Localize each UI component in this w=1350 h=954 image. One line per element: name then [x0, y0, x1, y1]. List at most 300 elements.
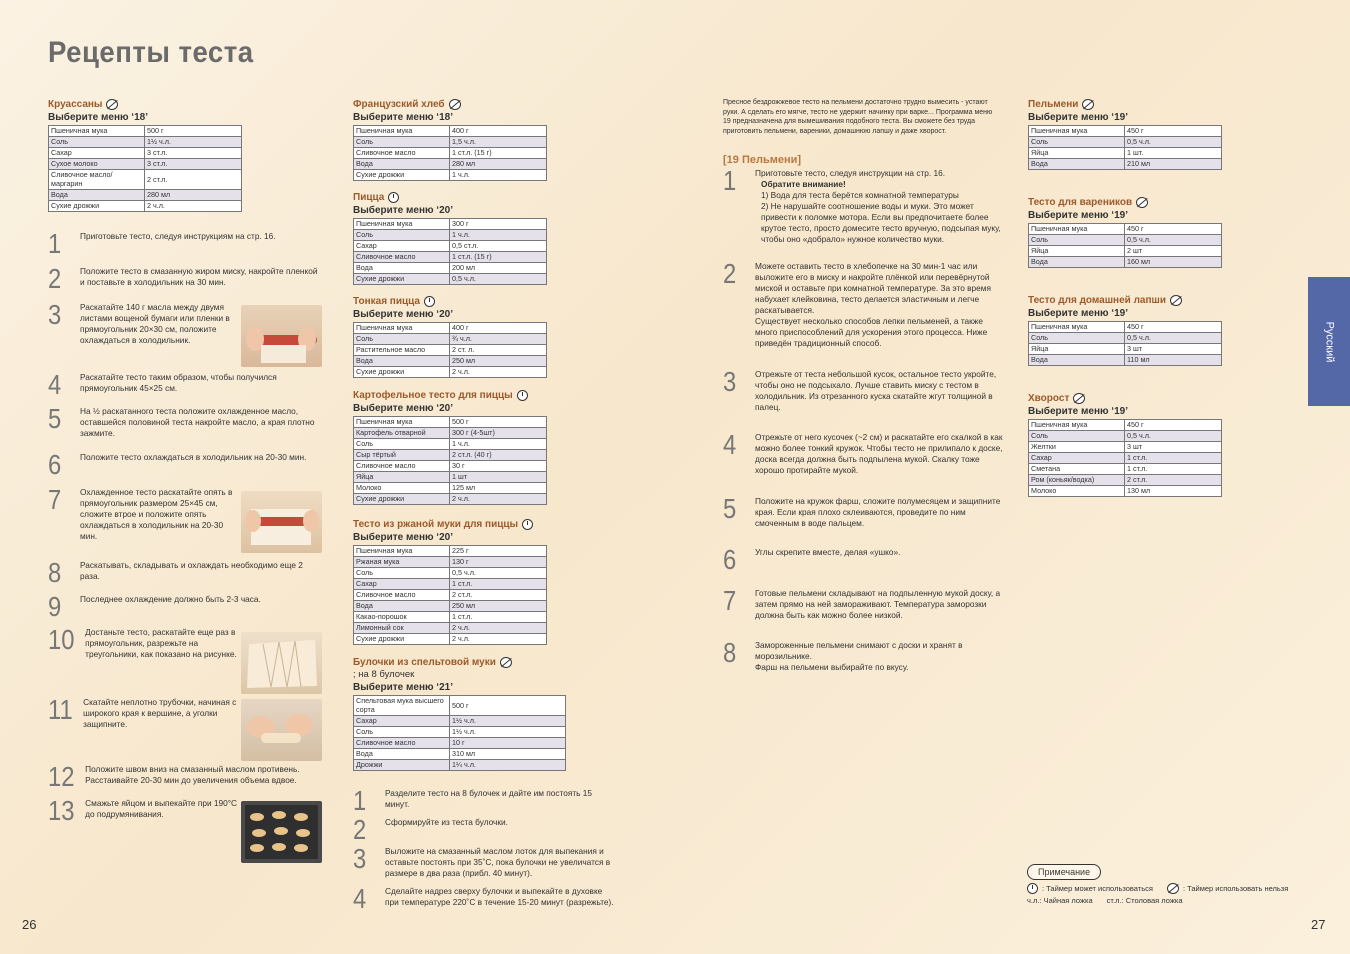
ingredient-row	[1029, 137, 1222, 148]
recipe-croissant	[48, 99, 242, 212]
step-text-main: Разделите тесто на 8 булочек и дайте им постоять 15 минут.	[385, 788, 593, 809]
menu-select-label: Выберите меню ‘18’	[353, 112, 453, 123]
step-text-main: На ½ раскатанного теста положите охлажденное масло, оставшейся половиной теста накройте масло, а края плотно зажмите.	[80, 406, 315, 438]
ingredient-row	[354, 759, 566, 770]
ingredient-row	[354, 439, 547, 450]
ingredient-row	[1029, 322, 1222, 333]
ingredient-amount: 160 мл	[1125, 257, 1222, 268]
ingredient-row	[354, 483, 547, 494]
step-text-main: Отрежьте от теста небольшой кусок, остальное тесто укройте, чтобы оно не подсыхало. Лучше ставить миску с тестом в холодильник. Из отрезанного куска скатайте жгут толщиной в палец.	[755, 369, 997, 412]
step	[48, 795, 240, 826]
abbr-legend: ч.л.: Чайная ложка ст.л.: Столовая ложка	[1027, 896, 1183, 905]
ingredient-name: Сливочное масло	[354, 252, 450, 263]
step	[48, 263, 320, 294]
step	[48, 299, 235, 346]
ingredient-amount: 2 шт	[1125, 246, 1222, 257]
step-text-main: Выложите на смазанный маслом лоток для выпекания и оставьте постоять при 35˚C, пока булочки не увеличатся в размере в два раза (прибл. 40 минут).	[385, 846, 611, 878]
ingredient-amount: 1½ ч.л.	[450, 726, 566, 737]
ingredient-table	[1028, 223, 1222, 268]
ingredient-name: Сахар	[354, 715, 450, 726]
step-number: 3	[48, 299, 62, 330]
ingredient-name: Желтки	[1029, 442, 1125, 453]
ingredient-amount: 200 мл	[450, 263, 547, 274]
step-text-main: Раскатайте тесто таким образом, чтобы получился прямоугольник 45×25 см.	[80, 372, 277, 393]
ingredient-amount: 0,5 ч.л.	[450, 274, 547, 285]
ingredient-name: Соль	[354, 334, 450, 345]
step-text	[755, 640, 1003, 673]
ingredient-amount: 1¼ ч.л.	[450, 759, 566, 770]
ingredient-name: Сливочное масло	[354, 590, 450, 601]
step-text	[80, 487, 235, 542]
step	[48, 228, 320, 259]
ingredient-name: Вода	[354, 601, 450, 612]
ingredient-amount: 125 мл	[450, 483, 547, 494]
step	[48, 369, 320, 400]
step-text	[755, 547, 1003, 573]
step-text	[755, 168, 1003, 245]
ingredient-row	[354, 546, 547, 557]
ingredient-amount: 1½ ч.л.	[145, 137, 242, 148]
ingredient-amount: 1 ст.л.	[1125, 453, 1222, 464]
step	[48, 624, 240, 660]
step-text	[85, 764, 325, 790]
recipe-name: Тесто из ржаной муки для пиццы	[353, 519, 547, 530]
step	[723, 585, 1003, 621]
ingredient-name: Лимонный сок	[354, 623, 450, 634]
step	[723, 493, 1003, 529]
timer-icon	[1027, 883, 1038, 894]
recipe-potato-pizza	[353, 390, 547, 505]
step-number: 2	[723, 258, 737, 289]
ingredient-amount: 0,5 ч.л.	[1125, 235, 1222, 246]
step-warning: Обратите внимание!	[761, 179, 846, 189]
ingredient-amount: 450 г	[1125, 224, 1222, 235]
no-timer-icon	[1136, 197, 1148, 208]
no-timer-icon	[106, 99, 118, 110]
ingredient-amount: 1 ст.л.	[450, 612, 547, 623]
recipe-name: Пицца	[353, 192, 547, 203]
ingredient-name: Соль	[354, 568, 450, 579]
ingredient-name: Сливочное масло	[354, 148, 450, 159]
recipe-french-bread	[353, 99, 547, 181]
step-text	[80, 452, 320, 478]
ingredient-row	[49, 159, 242, 170]
step-number: 7	[48, 484, 62, 515]
step	[48, 591, 320, 622]
recipe-name: Тесто для вареников	[1028, 197, 1222, 208]
ingredient-name: Соль	[1029, 235, 1125, 246]
step-text-main: Можете оставить тесто в хлебопечке на 30 мин-1 час или выложите его в миску и накройте плёнкой или перевёрнутой миской и оставьте при комнатной температуре. За это время набухает клейковина, тесто делается эластичным и легче раскатывается.	[755, 261, 991, 315]
recipe-hvorost	[1028, 393, 1222, 497]
ingredient-table	[48, 125, 242, 212]
ingredient-name: Сухие дрожжи	[354, 367, 450, 378]
step-text-main: Отрежьте от него кусочек (~2 см) и раскатайте его скалкой в как можно более тонкий кружок. Чтобы тесто не прилипало к доске, доска всегда должна быть подпылена мукой. Скалку тоже хорошо протирайте мукой.	[755, 432, 1003, 475]
rolling-dough-photo	[241, 491, 322, 553]
ingredient-amount: 1 ст.л. (15 г)	[450, 252, 547, 263]
baking-tray-photo	[241, 801, 322, 863]
ingredient-row	[354, 461, 547, 472]
menu-select-label: Выберите меню ‘19’	[1028, 406, 1128, 417]
ingredient-name: Дрожжи	[354, 759, 450, 770]
menu-select-label: Выберите меню ‘19’	[1028, 308, 1128, 319]
step-text-main: Приготовьте тесто, следуя инструкции на стр. 16.	[755, 168, 946, 178]
ingredient-row	[354, 126, 547, 137]
ingredient-table	[353, 322, 547, 378]
ingredient-amount: 1 ч.л.	[450, 230, 547, 241]
recipe-lapsha	[1028, 295, 1222, 366]
step-text	[385, 788, 617, 814]
ingredient-amount: 0,5 ч.л.	[1125, 333, 1222, 344]
ingredient-amount: 2 ст. л.	[450, 345, 547, 356]
ingredient-row	[1029, 159, 1222, 170]
step-text	[80, 266, 320, 292]
ingredient-name: Молоко	[354, 483, 450, 494]
ingredient-name: Вода	[1029, 257, 1125, 268]
ingredient-amount: 2 ч.л.	[450, 634, 547, 645]
step-text-main: Раскатайте 140 г масла между двумя листами вощеной бумаги или пленки в прямоугольник 20×30 см, положите охлаждаться в холодильник.	[80, 302, 230, 345]
ingredient-name: Сухое молоко	[49, 159, 145, 170]
ingredient-row	[354, 334, 547, 345]
ingredient-row	[1029, 486, 1222, 497]
step-number: 7	[723, 585, 737, 616]
ingredient-row	[1029, 126, 1222, 137]
ingredient-row	[354, 219, 547, 230]
ingredient-name: Сметана	[1029, 464, 1125, 475]
ingredient-row	[49, 148, 242, 159]
step	[353, 814, 617, 845]
timer-icon	[388, 192, 399, 203]
ingredient-amount: 500 г	[450, 696, 566, 716]
step-text-main: Замороженные пельмени снимают с доски и хранят в морозильнике.	[755, 640, 963, 661]
step-text-extra: Существует несколько способов лепки пельменей, а также много приспособлений для ускорения этого процесса. Ниже приведён традиционный способ.	[755, 316, 988, 348]
ingredient-row	[354, 557, 547, 568]
step-text	[80, 594, 320, 620]
ingredient-amount: 450 г	[1125, 322, 1222, 333]
step-number: 5	[48, 403, 62, 434]
ingredient-name: Пшеничная мука	[1029, 224, 1125, 235]
recipe-name: Французский хлеб	[353, 99, 547, 110]
step	[353, 785, 617, 816]
ingredient-amount: 2 ст.л.	[450, 590, 547, 601]
ingredient-row	[1029, 453, 1222, 464]
step-text	[80, 406, 320, 439]
ingredient-name: Пшеничная мука	[354, 323, 450, 334]
recipe-yield: ; на 8 булочек	[353, 669, 415, 680]
step-text	[385, 817, 617, 843]
menu-select-label: Выберите меню ‘20’	[353, 309, 453, 320]
no-timer-icon	[1167, 883, 1179, 894]
step-number: 13	[48, 795, 75, 826]
ingredient-amount: 2 ч.л.	[450, 494, 547, 505]
step	[723, 544, 1003, 575]
recipe-name: Булочки из спельтовой муки	[353, 657, 566, 668]
ingredient-row	[49, 170, 242, 190]
ingredient-amount: 500 г	[145, 126, 242, 137]
ingredient-name: Растительное масло	[354, 345, 450, 356]
step-number: 2	[353, 814, 367, 845]
recipe-name: Пельмени	[1028, 99, 1222, 110]
ingredient-amount: 0,5 ч.л.	[450, 568, 547, 579]
ingredient-amount: 110 мл	[1125, 355, 1222, 366]
ingredient-name: Пшеничная мука	[1029, 322, 1125, 333]
step-text	[385, 886, 617, 912]
ingredient-name: Вода	[354, 356, 450, 367]
ingredient-amount: 1 ст.л. (15 г)	[450, 148, 547, 159]
page-title: Рецепты теста	[48, 36, 254, 69]
recipe-pizza	[353, 192, 547, 285]
ingredient-row	[354, 568, 547, 579]
ingredient-row	[354, 726, 566, 737]
step-number: 4	[723, 429, 737, 460]
ingredient-name: Картофель отварной	[354, 428, 450, 439]
ingredient-amount: 130 г	[450, 557, 547, 568]
step-text	[80, 231, 320, 257]
ingredient-row	[354, 579, 547, 590]
ingredient-amount: 1 ч.л.	[450, 439, 547, 450]
ingredient-name: Вода	[1029, 159, 1125, 170]
ingredient-amount: 225 г	[450, 546, 547, 557]
ingredient-amount: 500 г	[450, 417, 547, 428]
ingredient-row	[354, 715, 566, 726]
recipe-name: Картофельное тесто для пиццы	[353, 390, 547, 401]
step	[723, 366, 1003, 413]
ingredient-amount: 3 ст.л.	[145, 159, 242, 170]
ingredient-amount: 250 мл	[450, 356, 547, 367]
ingredient-name: Сливочное масло	[354, 461, 450, 472]
step	[48, 557, 320, 588]
ingredient-name: Яйца	[354, 472, 450, 483]
step-number: 12	[48, 761, 75, 792]
ingredient-row	[1029, 431, 1222, 442]
ingredient-row	[354, 696, 566, 716]
step	[48, 761, 325, 792]
ingredient-row	[354, 345, 547, 356]
ingredient-row	[354, 450, 547, 461]
step-text-main: Положите тесто в смазанную жиром миску, накройте пленкой и поставьте в холодильник на 30 мин.	[80, 266, 318, 287]
ingredient-amount: 3 шт	[1125, 344, 1222, 355]
menu-select-label: Выберите меню ‘18’	[48, 112, 148, 123]
step-number: 4	[48, 369, 62, 400]
step-text-main: Сформируйте из теста булочки.	[385, 817, 508, 827]
ingredient-name: Молоко	[1029, 486, 1125, 497]
step-text-main: Достаньте тесто, раскатайте еще раз в прямоугольник, разрежьте на треугольники, как показано на рисунке.	[85, 627, 237, 659]
step-text	[85, 798, 240, 824]
ingredient-amount: 450 г	[1125, 126, 1222, 137]
ingredient-table	[353, 416, 547, 505]
ingredient-name: Сыр тёртый	[354, 450, 450, 461]
ingredient-name: Сухие дрожжи	[354, 274, 450, 285]
ingredient-name: Вода	[354, 159, 450, 170]
step-text-main: Последнее охлаждение должно быть 2-3 часа.	[80, 594, 261, 604]
timer-icon	[424, 296, 435, 307]
ingredient-amount: 310 мл	[450, 748, 566, 759]
ingredient-amount: 30 г	[450, 461, 547, 472]
ingredient-amount: 0,5 ч.л.	[1125, 431, 1222, 442]
step-number: 8	[48, 557, 62, 588]
ingredient-name: Вода	[354, 748, 450, 759]
ingredient-amount: 280 мл	[145, 189, 242, 200]
step-text	[80, 372, 320, 398]
recipe-name: Тонкая пицца	[353, 296, 547, 307]
step-number: 8	[723, 637, 737, 668]
step-number: 1	[48, 228, 62, 259]
step	[723, 637, 1003, 673]
ingredient-row	[354, 601, 547, 612]
ingredient-amount: 2 ч.л.	[450, 623, 547, 634]
triangles-photo	[241, 632, 322, 694]
ingredient-row	[1029, 224, 1222, 235]
ingredient-amount: 2 ст.л.	[145, 170, 242, 190]
ingredient-row	[354, 428, 547, 439]
step	[723, 258, 1003, 349]
step-text	[385, 846, 617, 879]
ingredient-name: Ржаная мука	[354, 557, 450, 568]
no-timer-icon	[1073, 393, 1085, 404]
ingredient-amount: ¾ ч.л.	[450, 334, 547, 345]
ingredient-name: Сухие дрожжи	[354, 634, 450, 645]
ingredient-row	[1029, 257, 1222, 268]
no-timer-icon	[1082, 99, 1094, 110]
ingredient-row	[354, 230, 547, 241]
ingredient-amount: 130 мл	[1125, 486, 1222, 497]
ingredient-table	[353, 125, 547, 181]
menu-select-label: Выберите меню ‘20’	[353, 205, 453, 216]
ingredient-row	[49, 200, 242, 211]
ingredient-table	[1028, 321, 1222, 366]
timer-legend: : Таймер может использоваться : Таймер использовать нельзя	[1027, 883, 1288, 894]
ingredient-amount: 1 ч.л.	[450, 170, 547, 181]
step	[353, 883, 617, 914]
ingredient-row	[1029, 235, 1222, 246]
step-number: 9	[48, 591, 62, 622]
step-text	[80, 302, 235, 346]
ingredient-row	[1029, 355, 1222, 366]
ingredient-name: Соль	[354, 439, 450, 450]
step-text	[755, 261, 1003, 349]
recipe-pelmeni	[1028, 99, 1222, 170]
step-text-main: Раскатывать, складывать и охлаждать необходимо еще 2 раза.	[80, 560, 303, 581]
recipe-spelt-buns	[353, 657, 566, 771]
step	[48, 484, 235, 542]
language-tab[interactable]: Русский	[1308, 277, 1350, 406]
ingredient-amount: 1,5 ч.л.	[450, 137, 547, 148]
ingredient-amount: 250 мл	[450, 601, 547, 612]
pelmeni-intro: Пресное бездрожжевое тесто на пельмени достаточно трудно вымесить - устают руки. А сделать его мягче, тесто не удержит начинку при варке... Программа меню 19 предназначена для вымешивания подобного теста. Вы сможете без труда приготовить пельмени, вареники, домашнюю лапшу и даже хворост.	[723, 99, 993, 135]
step-text-extra: Фарш на пельмени выбирайте по вкусу.	[755, 662, 909, 672]
timer-icon	[522, 519, 533, 530]
step-text-main: Положите швом вниз на смазанный маслом противень. Расстаивайте 20-30 мин до увеличения объема вдвое.	[85, 764, 300, 785]
ingredient-amount: 2 ч.л.	[145, 200, 242, 211]
ingredient-row	[354, 323, 547, 334]
ingredient-name: Пшеничная мука	[354, 219, 450, 230]
ingredient-name: Пшеничная мука	[354, 417, 450, 428]
ingredient-amount: 1 ст.л.	[450, 579, 547, 590]
ingredient-amount: 0,5 ст.л.	[450, 241, 547, 252]
recipe-name: Хворост	[1028, 393, 1222, 404]
ingredient-name: Яйца	[1029, 148, 1125, 159]
step-text-main: Готовые пельмени складывают на подпыленную мукой доску, а затем прямо на ней замораживают. Температура заморозки должна быть как можно более низкой.	[755, 588, 1001, 620]
ingredient-row	[354, 590, 547, 601]
step-number: 6	[723, 544, 737, 575]
recipe-name: Круассаны	[48, 99, 242, 110]
step-text	[755, 496, 1003, 529]
step-text	[80, 560, 320, 586]
ingredient-name: Какао-порошок	[354, 612, 450, 623]
step-number: 1	[353, 785, 367, 816]
recipe-vareniki	[1028, 197, 1222, 268]
ingredient-amount: 280 мл	[450, 159, 547, 170]
ingredient-name: Сахар	[49, 148, 145, 159]
no-timer-icon	[500, 657, 512, 668]
step-text-main: Смажьте яйцом и выпекайте при 190°C до подрумянивания.	[85, 798, 238, 819]
ingredient-name: Пшеничная мука	[354, 546, 450, 557]
ingredient-name: Сливочное масло/ маргарин	[49, 170, 145, 190]
step-text	[83, 697, 238, 730]
menu-select-label: Выберите меню ‘20’	[353, 403, 453, 414]
ingredient-row	[354, 159, 547, 170]
ingredient-name: Вода	[354, 263, 450, 274]
step	[48, 403, 320, 439]
ingredient-row	[1029, 464, 1222, 475]
menu-select-label: Выберите меню ‘19’	[1028, 210, 1128, 221]
step-number: 5	[723, 493, 737, 524]
step-text-main: Скатайте неплотно трубочки, начиная с широкого края к вершине, а уголки защипните.	[83, 697, 237, 729]
ingredient-name: Пшеничная мука	[49, 126, 145, 137]
note-badge: Примечание	[1027, 864, 1101, 880]
step-number: 4	[353, 883, 367, 914]
ingredient-name: Соль	[354, 726, 450, 737]
step-text-main: Сделайте надрез сверху булочки и выпекайте в духовке при температуре 220˚C в течение 15-20 минут (разрежьте).	[385, 886, 614, 907]
ingredient-row	[49, 137, 242, 148]
ingredient-row	[354, 274, 547, 285]
no-timer-icon	[449, 99, 461, 110]
ingredient-row	[354, 494, 547, 505]
step-number: 11	[48, 694, 73, 725]
ingredient-row	[354, 252, 547, 263]
ingredient-row	[354, 472, 547, 483]
ingredient-row	[1029, 246, 1222, 257]
ingredient-amount: 0,5 ч.л.	[1125, 137, 1222, 148]
recipe-rye-pizza	[353, 519, 547, 645]
ingredient-table	[353, 545, 547, 645]
ingredient-amount: 1 шт.	[1125, 148, 1222, 159]
ingredient-amount: 3 ст.л.	[145, 148, 242, 159]
ingredient-amount: 2 ч.л.	[450, 367, 547, 378]
ingredient-name: Пшеничная мука	[354, 126, 450, 137]
ingredient-name: Сахар	[354, 579, 450, 590]
ingredient-amount: 400 г	[450, 323, 547, 334]
recipe-name: Тесто для домашней лапши	[1028, 295, 1222, 306]
ingredient-table	[353, 695, 566, 771]
ingredient-row	[354, 263, 547, 274]
ingredient-name: Вода	[1029, 355, 1125, 366]
ingredient-row	[1029, 475, 1222, 486]
pelmeni-heading: [19 Пельмени]	[723, 154, 802, 166]
roll-up-photo	[241, 699, 322, 761]
ingredient-row	[354, 623, 547, 634]
ingredient-amount: 300 г	[450, 219, 547, 230]
ingredient-row	[354, 737, 566, 748]
ingredient-row	[1029, 344, 1222, 355]
ingredient-name: Пшеничная мука	[1029, 126, 1125, 137]
menu-select-label: Выберите меню ‘20’	[353, 532, 453, 543]
ingredient-row	[354, 417, 547, 428]
recipe-thin-pizza	[353, 296, 547, 378]
ingredient-name: Сахар	[1029, 453, 1125, 464]
step-number: 10	[48, 624, 75, 655]
ingredient-amount: 400 г	[450, 126, 547, 137]
step	[48, 449, 320, 480]
